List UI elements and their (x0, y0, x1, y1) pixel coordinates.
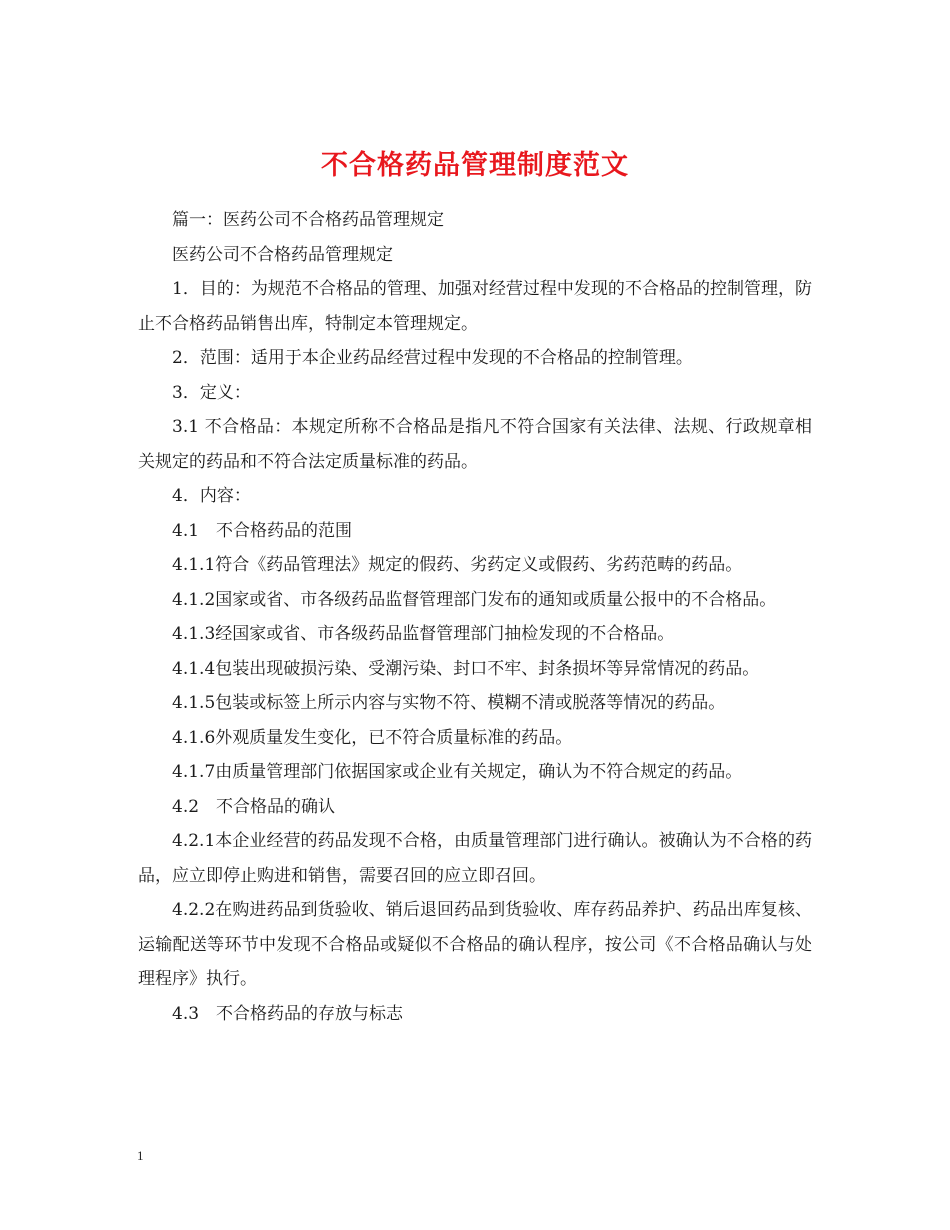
paragraph-4-1-3: 4.1.3经国家或省、市各级药品监督管理部门抽检发现的不合格品。 (172, 624, 675, 644)
page-number: 1 (137, 1148, 144, 1163)
document-body (138, 203, 812, 1031)
paragraph-section-heading: 篇一：医药公司不合格药品管理规定 (172, 210, 444, 230)
paragraph-4-2: 4.2 不合格品的确认 (172, 796, 336, 817)
paragraph-4-1-5: 4.1.5包装或标签上所示内容与实物不符、模糊不清或脱落等情况的药品。 (172, 693, 726, 713)
paragraph-4-1-1: 4.1.1符合《药品管理法》规定的假药、劣药定义或假药、劣药范畴的药品。 (172, 555, 743, 575)
paragraph-subtitle: 医药公司不合格药品管理规定 (172, 244, 393, 265)
paragraph-definition-heading: 3．定义： (172, 382, 251, 403)
paragraph-4-2-1: 4.2.1本企业经营的药品发现不合格，由质量管理部门进行确认。被确认为不合格的药品，应立即停止购进和销售，需要召回的应立即召回。 (138, 831, 812, 886)
paragraph-4-1: 4.1 不合格药品的范围 (172, 520, 353, 541)
paragraph-4-1-7: 4.1.7由质量管理部门依据国家或企业有关规定，确认为不符合规定的药品。 (172, 762, 743, 782)
paragraph-purpose: 1．目的：为规范不合格品的管理、加强对经营过程中发现的不合格品的控制管理，防止不合格药品销售出库，特制定本管理规定。 (138, 279, 812, 334)
paragraph-4-1-4: 4.1.4包装出现破损污染、受潮污染、封口不牢、封条损坏等异常情况的药品。 (172, 658, 760, 679)
paragraph-4-1-6: 4.1.6外观质量发生变化，已不符合质量标准的药品。 (172, 727, 573, 748)
paragraph-4-3: 4.3 不合格药品的存放与标志 (172, 1003, 404, 1024)
paragraph-definition-3-1: 3.1 不合格品：本规定所称不合格品是指凡不符合国家有关法律、法规、行政规章相关规定的药品和不符合法定质量标准的药品。 (138, 417, 812, 472)
paragraph-scope: 2．范围：适用于本企业药品经营过程中发现的不合格品的控制管理。 (172, 348, 693, 368)
paragraph-4-2-2: 4.2.2在购进药品到货验收、销后退回药品到货验收、库存药品养护、药品出库复核、运输配送等环节中发现不合格品或疑似不合格品的确认程序，按公司《不合格品确认与处理程序》执行。 (138, 900, 812, 989)
page-title: 不合格药品管理制度范文 (321, 150, 629, 182)
paragraph-4-1-2: 4.1.2国家或省、市各级药品监督管理部门发布的通知或质量公报中的不合格品。 (172, 589, 777, 610)
paragraph-content-heading: 4．内容： (172, 486, 251, 506)
